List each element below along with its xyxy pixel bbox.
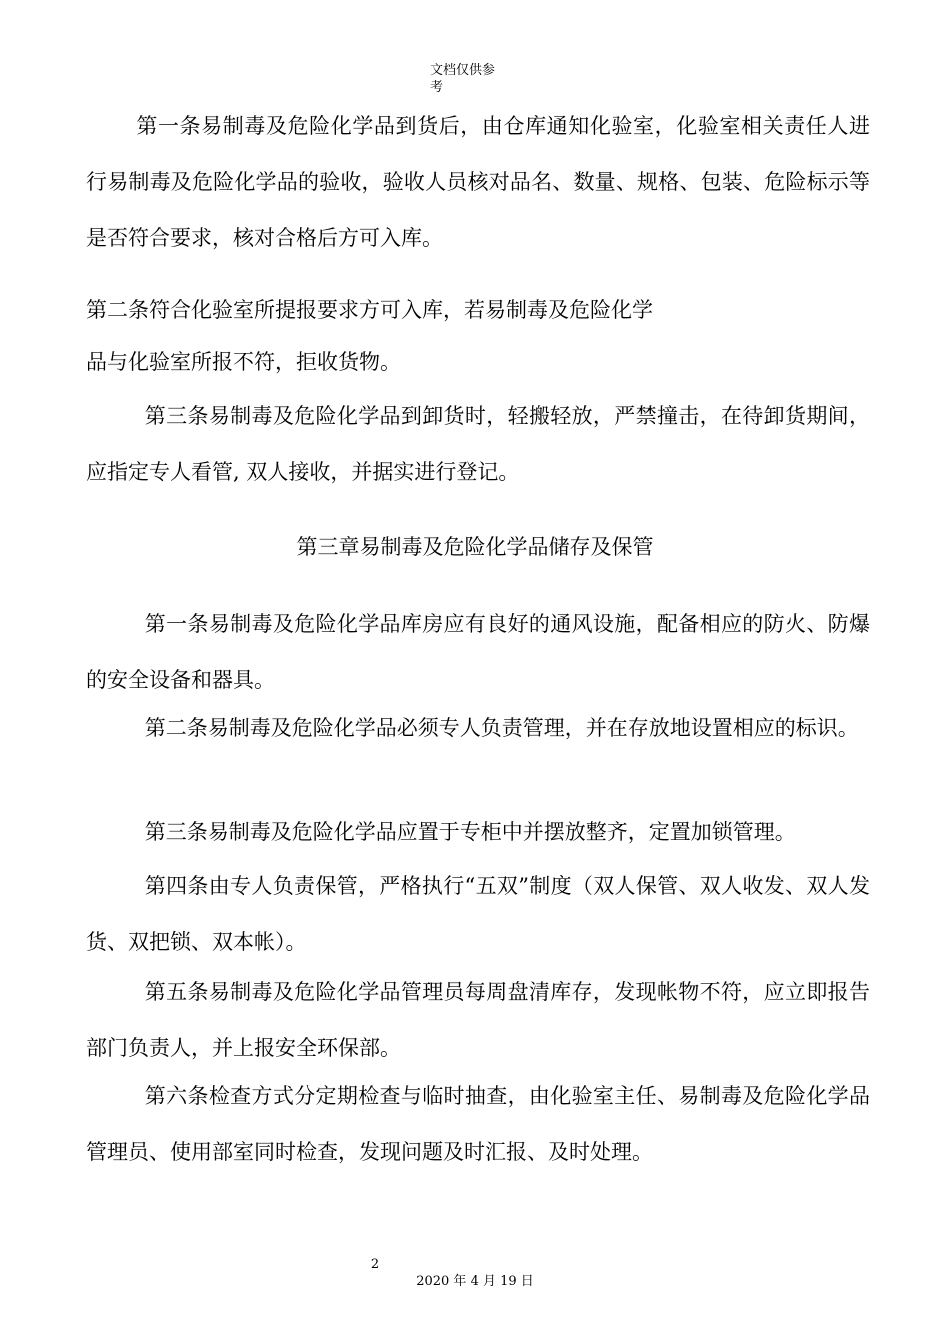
page-header (430, 62, 520, 96)
chapter-paragraph-1: 第一条易制毒及危险化学品库房应有良好的通风设施，配备相应的防火、防爆的安全设备和器具。 (86, 612, 870, 692)
footer-page-number: 2 (370, 1257, 380, 1272)
chapter-paragraph-2: 第二条易制毒及危险化学品必须专人负责管理，并在存放地设置相应的标识。 (144, 716, 859, 740)
header-line-1: 文档仅供参 (430, 63, 496, 78)
paragraph-1: 第一条易制毒及危险化学品到货后，由仓库通知化验室，化验室相关责任人进行易制毒及危险化学品的验收，验收人员核对品名、数量、规格、包装、危险标示等是否符合要求，核对合格后方可入库。 (86, 114, 870, 250)
chapter-paragraph-3: 第三条易制毒及危险化学品应置于专柜中并摆放整齐，定置加锁管理。 (144, 820, 796, 844)
chapter-title: 第三章易制毒及危险化学品储存及保管 (296, 535, 654, 559)
paragraph-2: 第二条符合化验室所提报要求方可入库，若易制毒及危险化学 (86, 298, 653, 322)
chapter-paragraph-5: 第五条易制毒及危险化学品管理员每周盘清库存，发现帐物不符，应立即报告部门负责人，并上报安全环保部。 (86, 980, 870, 1060)
paragraph-4: 第三条易制毒及危险化学品到卸货时，轻搬轻放，严禁撞击，在待卸货期间，应指定专人看管, 双人接收，并据实进行登记。 (86, 404, 870, 484)
paragraph-3: 品与化验室所报不符，拒收货物。 (86, 350, 401, 374)
footer-date: 2020 年 4 月 19 日 (416, 1274, 534, 1289)
chapter-paragraph-4: 第四条由专人负责保管，严格执行“五双”制度（双人保管、双人收发、双人发货、双把锁、双本帐）。 (86, 874, 870, 954)
chapter-paragraph-6: 第六条检查方式分定期检查与临时抽查，由化验室主任、易制毒及危险化学品管理员、使用部室同时检查，发现问题及时汇报、及时处理。 (86, 1084, 870, 1164)
header-line-2: 考 (430, 80, 444, 95)
